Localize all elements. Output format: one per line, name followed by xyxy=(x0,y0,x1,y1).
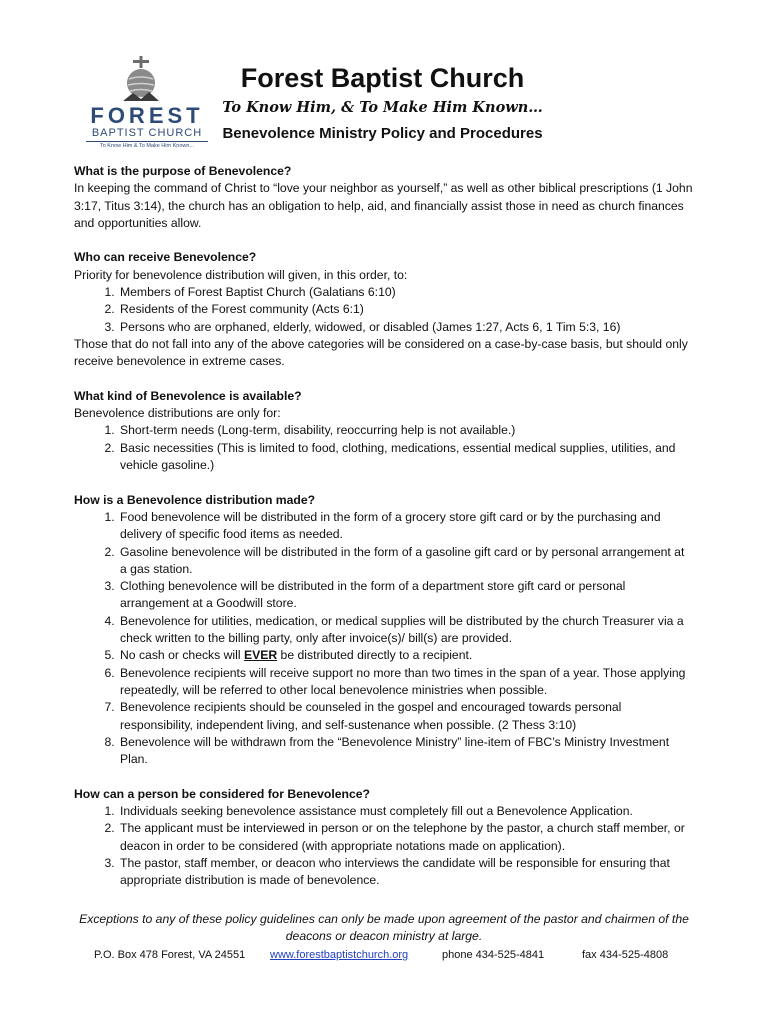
logo-wordmark: FOREST xyxy=(90,103,204,128)
list-item: 1. Short-term needs (Long-term, disability, reoccurring help is not available.) xyxy=(118,422,694,439)
list-item-text: No cash or checks will xyxy=(120,648,244,663)
emphasis-ever: EVER xyxy=(243,648,278,663)
list-item: 3. Persons who are orphaned, elderly, widowed, or disabled (James 1:27, Acts 6, 1 Tim 5:3, 16) xyxy=(118,319,694,336)
section-heading: How can a person be considered for Benevolence? xyxy=(74,786,370,801)
consideration-list xyxy=(74,803,694,889)
section-intro: Priority for benevolence distribution will given, in this order, to: xyxy=(74,267,408,282)
footer-fax: fax 434-525-4808 xyxy=(582,949,669,961)
church-tagline: To Know Him, & To Make Him Known… xyxy=(222,99,543,116)
section-considered xyxy=(74,786,694,890)
list-item: 4. Benevolence for utilities, medication, or medical supplies will be distributed by the church Treasurer via a check written to the billing party, only after invoice(s)/ bill(s) are provided. xyxy=(118,613,694,648)
logo-subtitle: BAPTIST CHURCH xyxy=(86,127,208,142)
section-heading: How is a Benevolence distribution made? xyxy=(74,492,316,507)
list-item: 2. The applicant must be interviewed in person or on the telephone by the pastor, a church staff member, or deacon in order to be considered (with appropriate notations made on application). xyxy=(118,820,694,855)
list-item: 8. Benevolence will be withdrawn from the “Benevolence Ministry” line-item of FBC’s Ministry Investment Plan. xyxy=(118,734,694,769)
section-heading: What kind of Benevolence is available? xyxy=(74,388,302,403)
section-purpose xyxy=(74,163,694,232)
list-item: 1. Members of Forest Baptist Church (Galatians 6:10) xyxy=(118,284,694,301)
list-item: 7. Benevolence recipients should be counseled in the gospel and encouraged towards personal responsibility, independent living, and self-sustenance when possible. (2 Thess 3:10) xyxy=(118,699,694,734)
kind-list xyxy=(74,422,694,474)
list-item: 6. Benevolence recipients will receive support no more than two times in the span of a year. Those applying repeatedly, will be referred to other local benevolence ministries when possible. xyxy=(118,665,694,700)
exceptions-note: Exceptions to any of these policy guidelines can only be made upon agreement of the pastor and chairmen of the deacons or deacon ministry at large. xyxy=(79,912,689,944)
section-outro: Those that do not fall into any of the above categories will be considered on a case-by-case basis, but should only receive benevolence in extreme cases. xyxy=(74,336,688,369)
list-item xyxy=(118,647,694,664)
policy-body xyxy=(74,163,694,907)
section-text: In keeping the command of Christ to “love your neighbor as yourself,” as well as other biblical prescriptions (1 John 3:17, Titus 3:14), the church has an obligation to help, aid, and financially assist those in need as church finances and opportunities allow. xyxy=(74,181,693,230)
logo-tagline: To Know Him & To Make Him Known... xyxy=(99,143,195,149)
list-item: 3. The pastor, staff member, or deacon who interviews the candidate will be responsible for ensuring that appropriate distribution is made of benevolence. xyxy=(118,855,694,890)
list-item: 2. Residents of the Forest community (Acts 6:1) xyxy=(118,301,694,318)
list-item-text: be distributed directly to a recipient. xyxy=(277,648,473,663)
distribution-list xyxy=(74,509,694,768)
list-item: 1. Food benevolence will be distributed in the form of a grocery store gift card or by the purchasing and delivery of specific food items as needed. xyxy=(118,509,694,544)
section-heading: What is the purpose of Benevolence? xyxy=(74,164,292,178)
footer-phone: phone 434-525-4841 xyxy=(442,949,545,961)
page-title: Forest Baptist Church xyxy=(240,63,525,93)
section-kind xyxy=(74,388,694,474)
section-heading: Who can receive Benevolence? xyxy=(74,250,257,265)
list-item: 2. Basic necessities (This is limited to food, clothing, medications, essential medical supplies, utilities, and vehicle gasoline.) xyxy=(118,440,694,475)
list-item: 2. Gasoline benevolence will be distributed in the form of a gasoline gift card or by personal arrangement at a gas station. xyxy=(118,544,694,579)
list-item: 1. Individuals seeking benevolence assistance must completely fill out a Benevolence Application. xyxy=(118,803,694,820)
globe-cross-icon xyxy=(119,55,163,105)
website-link[interactable]: www.forestbaptistchurch.org xyxy=(270,949,409,961)
list-item: 3. Clothing benevolence will be distributed in the form of a department store gift card or personal arrangement at a Goodwill store. xyxy=(118,578,694,613)
section-intro: Benevolence distributions are only for: xyxy=(74,406,281,421)
section-who xyxy=(74,249,694,370)
church-logo xyxy=(86,55,208,153)
document-subtitle: Benevolence Ministry Policy and Procedures xyxy=(222,125,543,142)
section-how xyxy=(74,492,694,769)
footer-address: P.O. Box 478 Forest, VA 24551 xyxy=(94,949,246,961)
priority-list xyxy=(74,284,694,336)
